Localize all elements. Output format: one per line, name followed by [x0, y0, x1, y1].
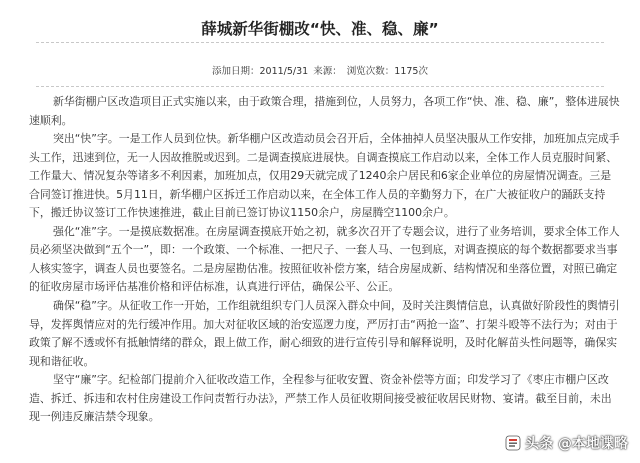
paragraph-wen: 确保“稳”字。从征收工作一开始，工作组就组织专门人员深入群众中间，及时关注舆情信息，认真做好阶段性的舆情引导，发挥舆情应对的先行缓冲作用。加大对征收区域的治安巡逻力度，严厉打击“两抢一盗”、打架斗殴等不法行为；对由于政策了解不透或怀有抵触情绪的群众，跟上做工作，耐心细致的进行宣传引导和解释说明，及时化解苗头性问题等，确保实现和谐征收。 — [29, 299, 620, 368]
paragraph-zhun: 强化“准”字。一是摸底数据准。在房屋调查摸底开始之初，就多次召开了专题会议，进行了业务培训，要求全体工作人员必须坚决做到“五个一”，即：一个政策、一个标准、一把尺子、一套人马、一包到底，对调查摸底的每个数据都要求当事人核实签字，调查人员也要签名。二是房屋勘估准。按照征收补偿方案，结合房屋成新、结构情况和坐落位置，对照已确定的征收房屋市场评估基准价格和评估标准，认真进行评估，确保公平、公正。 — [29, 224, 620, 294]
meta-divider — [36, 86, 604, 87]
paragraph-lian: 坚守“廉”字。纪检部门提前介入征收改造工作，全程参与征收安置、资金补偿等方面；印发学习了《枣庄市棚户区改造、拆迁、拆违和农村住房建设工作问责暂行办法》，严禁工作人员征收期间接受被征收居民财物、宴请。截至目前，未出现一例违反廉洁禁令现象。 — [29, 373, 612, 424]
view-count: 浏览次数：1175次 — [346, 66, 428, 77]
watermark — [505, 433, 628, 453]
article-source: 来源： — [313, 66, 342, 77]
article-meta — [0, 64, 640, 80]
publish-date: 添加日期：2011/5/31 — [212, 66, 309, 77]
toutiao-logo-icon — [505, 435, 521, 451]
paragraph-intro: 新华街棚户区改造项目正式实施以来，由于政策合理，措施到位，人员努力，各项工作“快、准、稳、廉”，整体进展快速顺利。 — [29, 95, 620, 127]
article-body — [29, 93, 620, 427]
article-title: 薛城新华街棚改“快、准、稳、廉” — [201, 20, 439, 39]
watermark-text: 头条 @本地谍略 — [525, 436, 628, 452]
title-divider — [36, 42, 604, 43]
paragraph-kuai: 突出“快”字。一是工作人员到位快。新华棚户区改造动员会召开后，全体抽掉人员坚决服从工作安排，加班加点完成手头工作，迅速到位，无一人因故推脱或迟到。二是调查摸底进展快。自调查摸底工作启动以来，全体工作人员克服时间紧、工作量大、情况复杂等诸多不利因素，加班加点，仅用29天就完成了1240余户居民和6家企业单位的房屋情况调查。三是合同签订推进快。5月11日，新华棚户区拆迁工作启动以来，在全体工作人员的辛勤努力下，在广大被征收户的踊跃支持下，搬迁协议签订工作快速推进，截止目前已签订协议1150余户，房屋腾空1100余户。 — [29, 132, 620, 220]
